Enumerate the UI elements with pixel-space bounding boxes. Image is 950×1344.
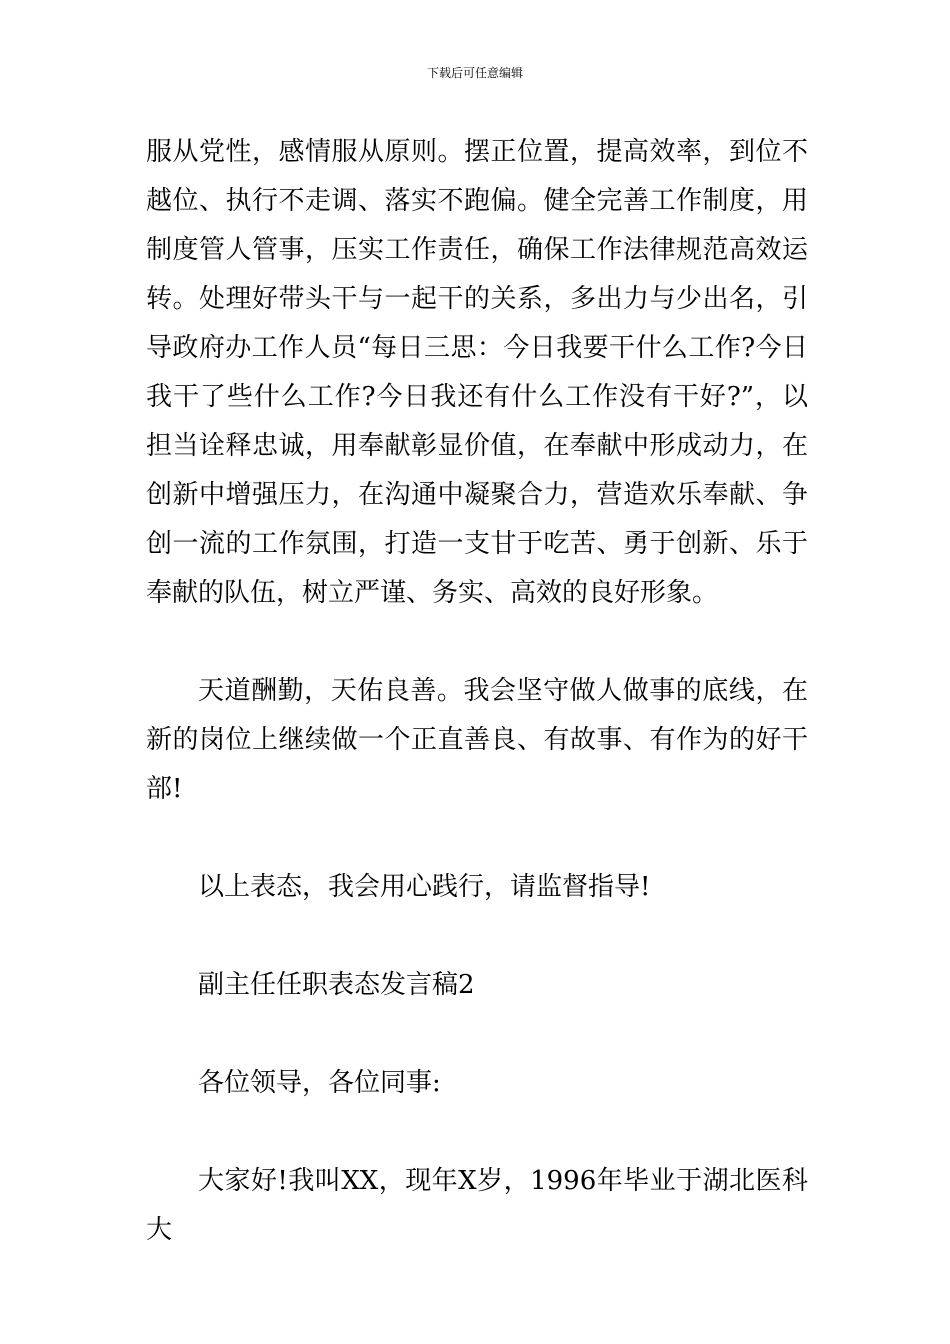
paragraph-gap bbox=[146, 1108, 808, 1157]
paragraph-gap bbox=[146, 814, 808, 863]
paragraph-gap bbox=[146, 912, 808, 961]
page-header: 下载后可任意编辑 bbox=[426, 66, 523, 80]
document-body bbox=[146, 128, 808, 1255]
paragraph-continuation: 服从党性，感情服从原则。摆正位置，提高效率，到位不越位、执行不走调、落实不跑偏。健全完善工作制度，用制度管人管事，压实工作责任，确保工作法律规范高效运转。处理好带头干与一起干的关系，多出力与少出名，引导政府办工作人员“每日三思：今日我要干什么工作?今日我干了些什么工作?今日我还有什么工作没有干好?”，以担当诠释忠诚，用奉献彰显价值，在奉献中形成动力，在创新中增强压力，在沟通中凝聚合力，营造欢乐奉献、争创一流的工作氛围，打造一支甘于吃苦、勇于创新、乐于奉献的队伍，树立严谨、务实、高效的良好形象。 bbox=[146, 137, 808, 608]
paragraph-final-statement: 以上表态，我会用心践行，请监督指导! bbox=[198, 872, 651, 902]
paragraph-introduction: 大家好!我叫XX，现年X岁，1996年毕业于湖北医科大 bbox=[146, 1166, 808, 1245]
paragraph-gap bbox=[146, 1010, 808, 1059]
paragraph-gap bbox=[146, 618, 808, 667]
section-title: 副主任任职表态发言稿2 bbox=[198, 970, 475, 1000]
salutation: 各位领导，各位同事: bbox=[198, 1068, 441, 1098]
paragraph-closing-pledge: 天道酬勤，天佑良善。我会坚守做人做事的底线，在新的岗位上继续做一个正直善良、有故事、有作为的好干部! bbox=[146, 676, 808, 804]
